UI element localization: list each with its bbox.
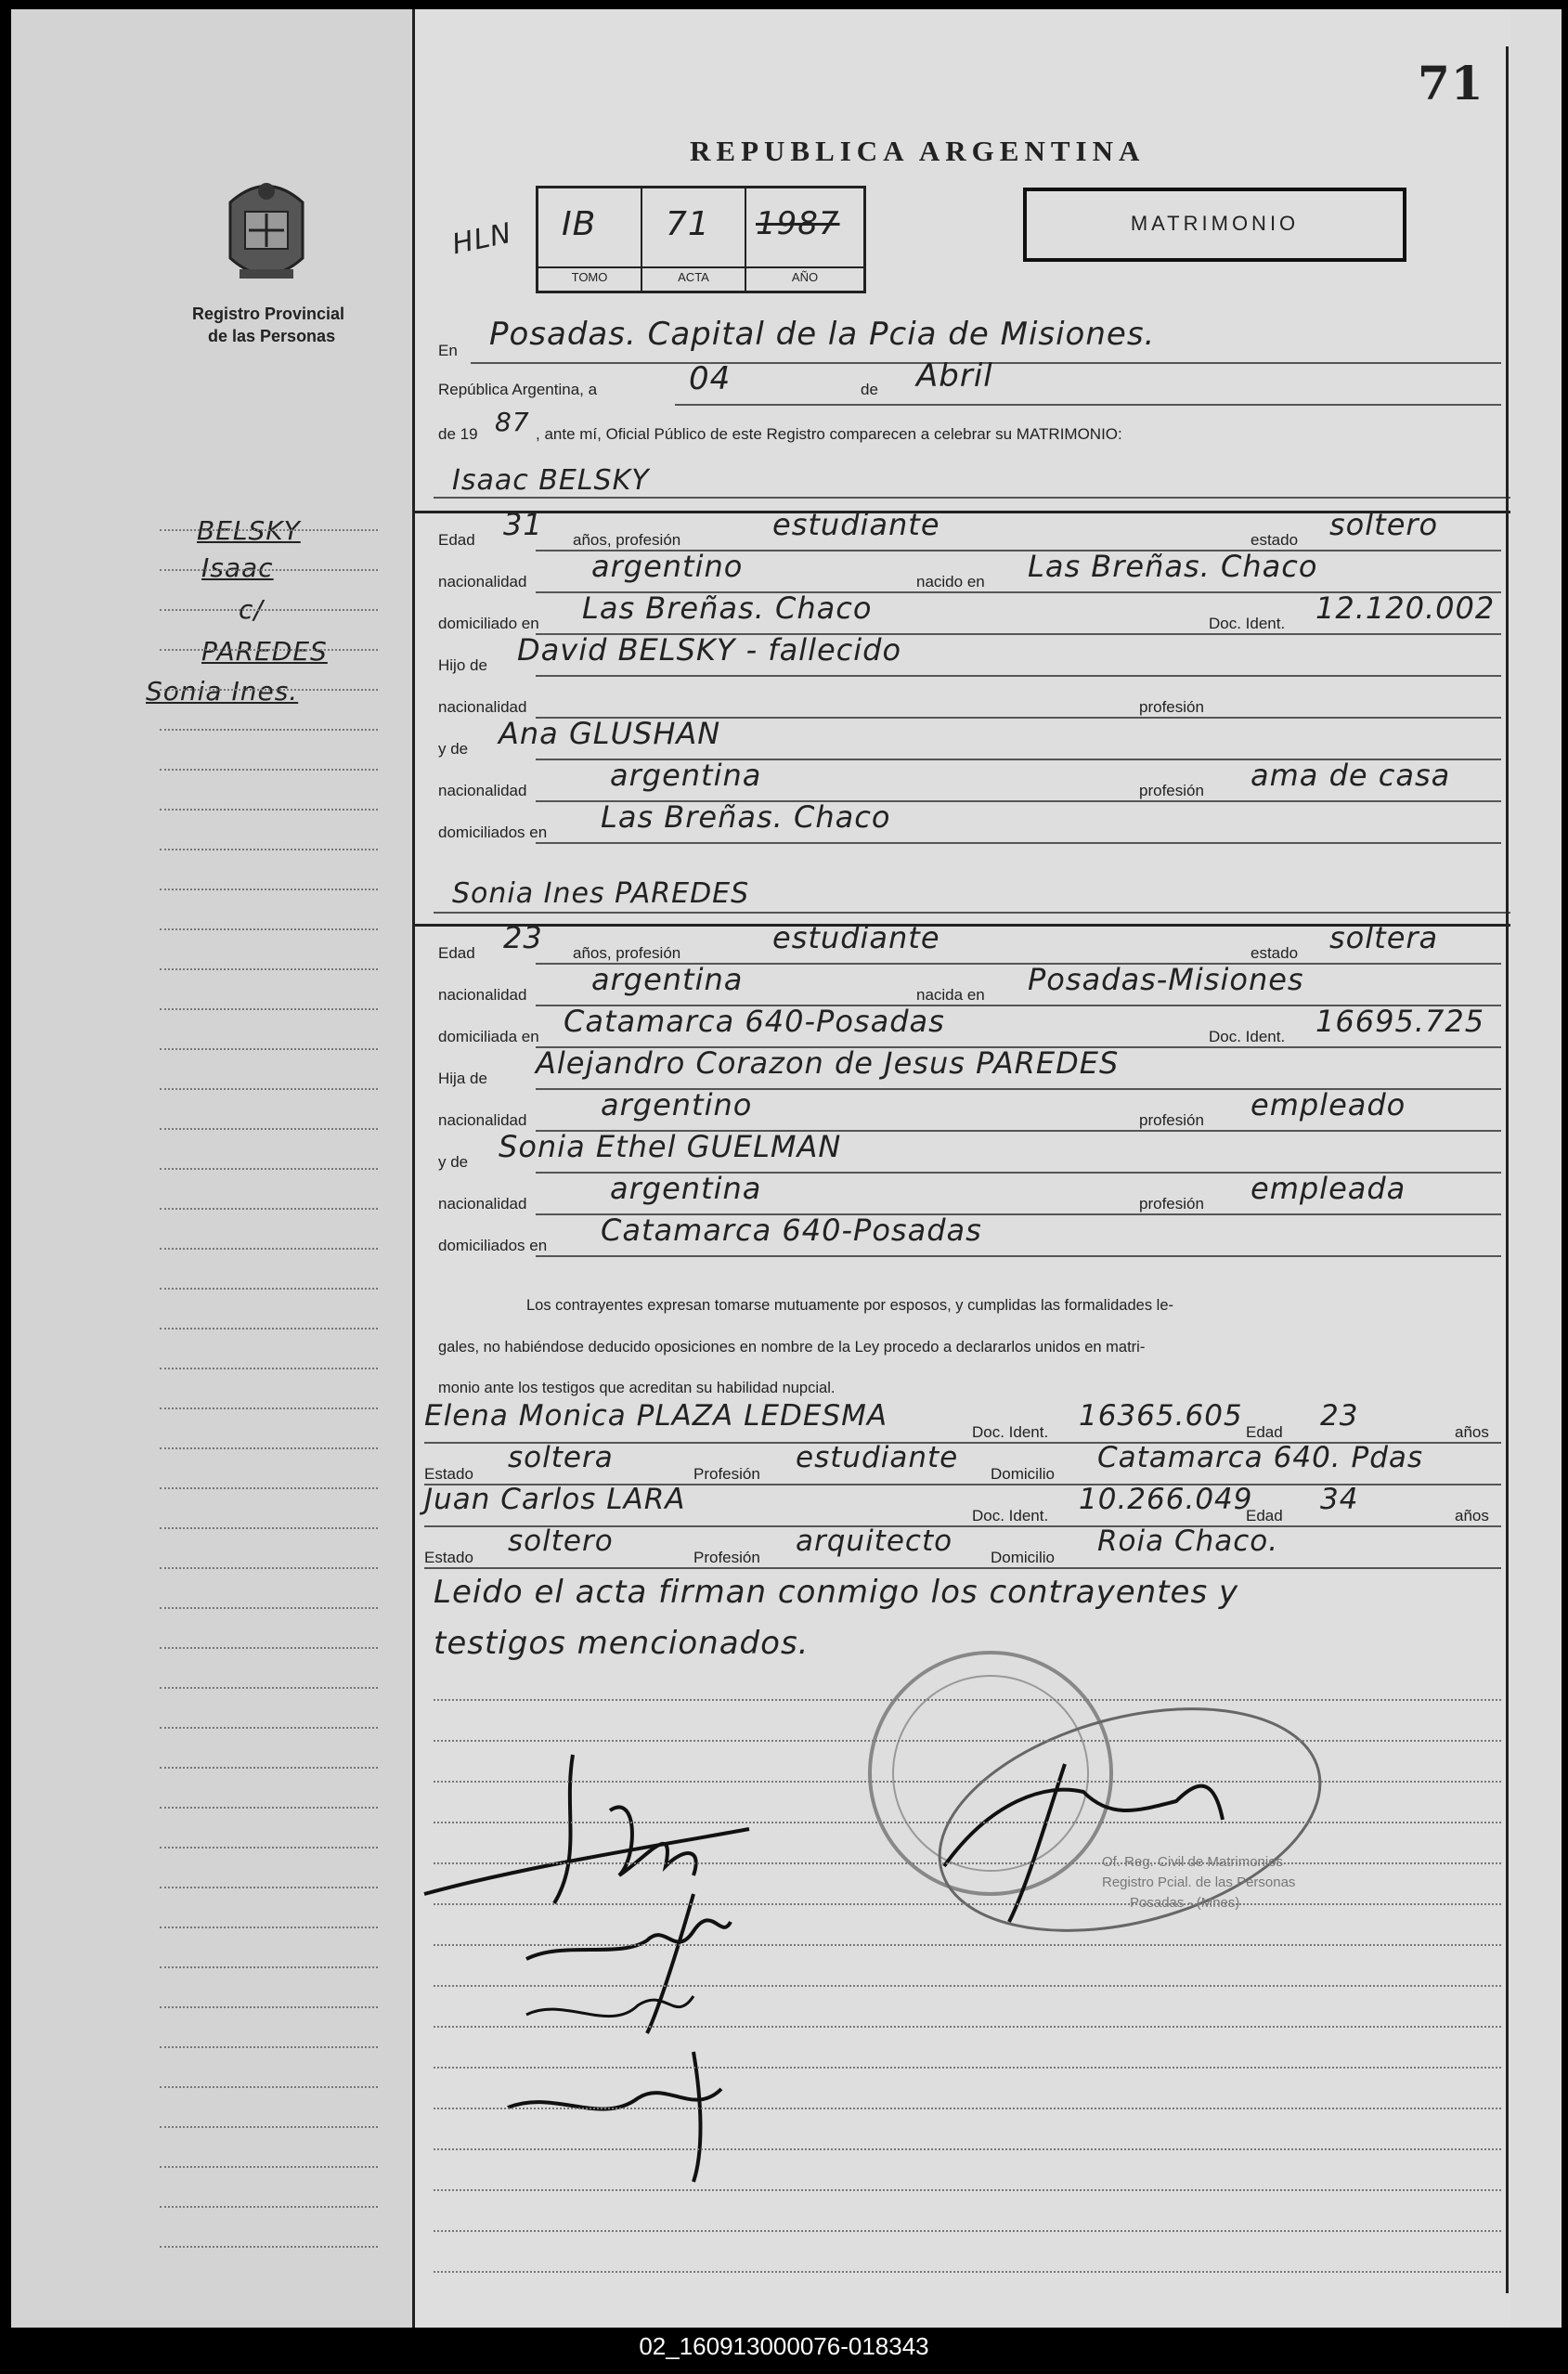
groom-nacido-label: nacido en bbox=[916, 573, 985, 590]
witness-1-domicilio: Catamarca 640. Pdas bbox=[1097, 1441, 1424, 1474]
bride-padre-prof: empleado bbox=[1251, 1087, 1406, 1122]
intro-sentence: , ante mí, Oficial Público de este Registro comparecen a celebrar su MATRIMONIO: bbox=[536, 425, 1122, 443]
margin-dotted-line bbox=[160, 609, 378, 611]
bride-yde-label: y de bbox=[438, 1153, 469, 1171]
country-title: REPUBLICA ARGENTINA bbox=[690, 135, 1146, 167]
stamp-line-1: Of. Reg. Civil de Matrimonios bbox=[1102, 1854, 1284, 1870]
bride-doc: 16695.725 bbox=[1315, 1004, 1485, 1039]
margin-dotted-line bbox=[160, 1248, 378, 1250]
margin-dotted-line bbox=[160, 928, 378, 930]
groom-profesion: estudiante bbox=[772, 507, 940, 542]
body-dotted-line bbox=[434, 1944, 1501, 1946]
groom-madre: Ana GLUSHAN bbox=[499, 716, 721, 751]
margin-note-name-2: Sonia Ines. bbox=[146, 676, 299, 707]
margin-dotted-line bbox=[160, 1048, 378, 1050]
groom-madre-prof-label: profesión bbox=[1139, 782, 1204, 799]
act-body bbox=[415, 9, 1510, 2328]
year-value: 87 bbox=[495, 407, 530, 437]
doc-type-label: MATRIMONIO bbox=[1130, 212, 1300, 235]
body-dotted-line bbox=[434, 1822, 1501, 1823]
witness-2-doc-label: Doc. Ident. bbox=[972, 1507, 1049, 1524]
witness-1-edad-label: Edad bbox=[1246, 1423, 1283, 1441]
groom-yde-label: y de bbox=[438, 740, 469, 758]
margin-dotted-line bbox=[160, 529, 378, 531]
republic-label: República Argentina, a bbox=[438, 381, 598, 398]
groom-madre-prof: ama de casa bbox=[1251, 758, 1451, 793]
witness-line bbox=[424, 1567, 1501, 1569]
registry-line-1: Registro Provincial bbox=[192, 305, 345, 323]
bride-domicilio: Catamarca 640-Posadas bbox=[564, 1004, 945, 1039]
groom-padres-dom-label: domiciliados en bbox=[438, 824, 548, 841]
ref-ano-label: AÑO bbox=[746, 266, 863, 284]
margin-dotted-line bbox=[160, 1328, 378, 1330]
margin-dotted-line bbox=[160, 1487, 378, 1489]
signature-officer bbox=[944, 1764, 1223, 1922]
witness-1-anos-label: años bbox=[1455, 1423, 1489, 1441]
ref-acta-label: ACTA bbox=[642, 266, 745, 284]
register-page bbox=[11, 9, 1562, 2328]
margin-dotted-line bbox=[160, 1567, 378, 1569]
page-number: 71 bbox=[1418, 56, 1484, 110]
margin-dotted-line bbox=[160, 689, 378, 691]
bride-edad: 23 bbox=[503, 920, 543, 955]
body-dotted-line bbox=[434, 1781, 1501, 1783]
witness-1-profesion: estudiante bbox=[796, 1441, 959, 1474]
ref-ano-value: 1987 bbox=[756, 205, 840, 242]
margin-note-surname-2: PAREDES bbox=[201, 636, 328, 667]
margin-dotted-line bbox=[160, 1527, 378, 1529]
footer-id: 02_160913000076-018343 bbox=[639, 2332, 929, 2360]
day-value: 04 bbox=[689, 360, 732, 397]
margin-dotted-line bbox=[160, 1208, 378, 1210]
groom-padre-nac-label: nacionalidad bbox=[438, 698, 527, 716]
witness-2-edad-label: Edad bbox=[1246, 1507, 1283, 1524]
stamp-line-2: Registro Pcial. de las Personas bbox=[1102, 1875, 1296, 1890]
bride-padre: Alejandro Corazon de Jesus PAREDES bbox=[536, 1045, 1120, 1081]
witness-1-edad: 23 bbox=[1320, 1399, 1359, 1433]
margin-dotted-line bbox=[160, 769, 378, 771]
groom-doc-label: Doc. Ident. bbox=[1209, 615, 1286, 632]
signature-groom bbox=[424, 1755, 749, 1903]
bride-madre-prof-label: profesión bbox=[1139, 1195, 1204, 1213]
bride-profesion: estudiante bbox=[772, 920, 940, 955]
groom-madre-nac: argentina bbox=[610, 758, 762, 793]
bride-madre-prof: empleada bbox=[1251, 1171, 1406, 1206]
witness-2-prof-label: Profesión bbox=[693, 1549, 760, 1566]
margin-dotted-line bbox=[160, 2246, 378, 2248]
groom-padre-prof-label: profesión bbox=[1139, 698, 1204, 716]
bride-name: Sonia Ines PAREDES bbox=[452, 877, 750, 910]
witness-1-estado: soltera bbox=[508, 1441, 614, 1474]
declaration-line-1: Los contrayentes expresan tomarse mutuamente por esposos, y cumplidas las formalidades le- bbox=[526, 1297, 1174, 1314]
bride-nac-label: nacionalidad bbox=[438, 986, 527, 1004]
ref-tomo bbox=[538, 188, 642, 291]
bride-doc-label: Doc. Ident. bbox=[1209, 1028, 1286, 1045]
declaration-line-3: monio ante los testigos que acreditan su habilidad nupcial. bbox=[438, 1380, 836, 1396]
body-dotted-line bbox=[434, 2026, 1501, 2028]
body-dotted-line bbox=[434, 1740, 1501, 1742]
margin-dotted-line bbox=[160, 889, 378, 890]
groom-nacido: Las Breñas. Chaco bbox=[1028, 549, 1318, 584]
right-border bbox=[1506, 46, 1509, 2293]
groom-padres-dom: Las Breñas. Chaco bbox=[601, 799, 891, 835]
margin-dotted-line bbox=[160, 1128, 378, 1130]
margin-dotted-line bbox=[160, 1368, 378, 1369]
bride-estado-label: estado bbox=[1251, 944, 1299, 962]
margin-dotted-line bbox=[160, 569, 378, 571]
ref-ano bbox=[746, 188, 863, 291]
margin-note-surname: BELSKY bbox=[197, 515, 301, 546]
witness-2-profesion: arquitecto bbox=[796, 1524, 953, 1558]
margin-dotted-line bbox=[160, 1088, 378, 1090]
bride-row-line bbox=[536, 1255, 1501, 1257]
bride-padre-nac: argentino bbox=[601, 1087, 753, 1122]
bride-madre-nac: argentina bbox=[610, 1171, 762, 1206]
reference-box bbox=[536, 186, 866, 293]
groom-nacionalidad: argentino bbox=[591, 549, 744, 584]
groom-padre: David BELSKY - fallecido bbox=[517, 632, 902, 668]
en-label: En bbox=[438, 342, 458, 359]
body-dotted-line bbox=[434, 2271, 1501, 2273]
body-dotted-line bbox=[434, 1985, 1501, 1987]
witness-line bbox=[424, 1442, 1501, 1444]
bride-estado: soltera bbox=[1329, 920, 1439, 955]
groom-row-line bbox=[536, 675, 1501, 677]
bride-nacida: Posadas-Misiones bbox=[1028, 962, 1304, 997]
signature-witness-1 bbox=[526, 1996, 693, 2017]
groom-edad: 31 bbox=[503, 507, 543, 542]
bride-prof-label: años, profesión bbox=[573, 944, 681, 962]
month-value: Abril bbox=[916, 357, 993, 395]
margin-dotted-line bbox=[160, 1008, 378, 1010]
body-dotted-line bbox=[434, 2148, 1501, 2150]
bride-padres-dom: Catamarca 640-Posadas bbox=[601, 1213, 982, 1248]
bride-madre: Sonia Ethel GUELMAN bbox=[499, 1129, 842, 1164]
groom-madre-nac-label: nacionalidad bbox=[438, 782, 527, 799]
ref-tomo-label: TOMO bbox=[538, 266, 641, 284]
body-dotted-line bbox=[434, 2067, 1501, 2069]
bride-madre-nac-label: nacionalidad bbox=[438, 1195, 527, 1213]
bride-hija-label: Hija de bbox=[438, 1070, 487, 1087]
witness-2-edad: 34 bbox=[1320, 1483, 1359, 1516]
groom-estado: soltero bbox=[1329, 507, 1439, 542]
witness-2-estado-label: Estado bbox=[424, 1549, 473, 1566]
body-dotted-line bbox=[434, 1699, 1501, 1701]
ref-acta-value: 71 bbox=[666, 205, 710, 243]
groom-prof-label: años, profesión bbox=[573, 531, 681, 549]
de-label: de bbox=[861, 381, 878, 398]
margin-dotted-line bbox=[160, 849, 378, 850]
body-dotted-line bbox=[434, 1862, 1501, 1864]
groom-estado-label: estado bbox=[1251, 531, 1299, 549]
margin-dotted-line bbox=[160, 809, 378, 811]
groom-dom-label: domiciliado en bbox=[438, 615, 539, 632]
margin-dotted-line bbox=[160, 1288, 378, 1290]
coat-of-arms-icon bbox=[221, 165, 312, 295]
signature-witness-2 bbox=[508, 2052, 721, 2182]
margin-dotted-line bbox=[160, 968, 378, 970]
margin-dotted-line bbox=[160, 1607, 378, 1609]
witness-1-name: Elena Monica PLAZA LEDESMA bbox=[424, 1399, 888, 1433]
groom-nac-label: nacionalidad bbox=[438, 573, 527, 590]
groom-hijo-label: Hijo de bbox=[438, 656, 487, 674]
groom-domicilio: Las Breñas. Chaco bbox=[582, 590, 873, 626]
groom-edad-label: Edad bbox=[438, 531, 475, 549]
witness-1-doc-label: Doc. Ident. bbox=[972, 1423, 1049, 1441]
body-dotted-line bbox=[434, 2108, 1501, 2109]
bride-padre-prof-label: profesión bbox=[1139, 1111, 1204, 1129]
bride-nacida-label: nacida en bbox=[916, 986, 985, 1004]
body-dotted-line bbox=[434, 2230, 1501, 2232]
groom-name: Isaac BELSKY bbox=[452, 464, 650, 497]
margin-note-name: Isaac bbox=[201, 552, 274, 583]
bride-edad-label: Edad bbox=[438, 944, 475, 962]
margin-dotted-line bbox=[160, 729, 378, 731]
ref-prefix: HLN bbox=[449, 216, 515, 262]
witness-line bbox=[424, 1525, 1501, 1527]
registry-line-2: de las Personas bbox=[208, 327, 336, 345]
groom-row-line bbox=[536, 842, 1501, 844]
witness-2-domicilio: Roia Chaco. bbox=[1097, 1524, 1279, 1558]
witness-2-anos-label: años bbox=[1455, 1507, 1489, 1524]
margin-dotted-line bbox=[160, 1647, 378, 1649]
margin-dotted-line bbox=[160, 1408, 378, 1409]
doc-type-box bbox=[1023, 188, 1406, 262]
closing-line-1: Leido el acta firman conmigo los contrayentes y bbox=[434, 1574, 1239, 1611]
body-dotted-line bbox=[434, 1903, 1501, 1905]
witness-2-doc: 10.266.049 bbox=[1079, 1483, 1253, 1516]
place-value: Posadas. Capital de la Pcia de Misiones. bbox=[489, 316, 1156, 353]
groom-doc: 12.120.002 bbox=[1315, 590, 1496, 626]
margin-dotted-line bbox=[160, 1168, 378, 1170]
ref-tomo-value: IB bbox=[562, 205, 597, 243]
bride-padre-nac-label: nacionalidad bbox=[438, 1111, 527, 1129]
year-prefix: de 19 bbox=[438, 425, 478, 443]
witness-1-dom-label: Domicilio bbox=[991, 1465, 1055, 1483]
margin-note-conjunction: c/ bbox=[239, 594, 264, 625]
bride-padres-dom-label: domiciliados en bbox=[438, 1237, 548, 1254]
bride-dom-label: domiciliada en bbox=[438, 1028, 539, 1045]
witness-2-estado: soltero bbox=[508, 1524, 614, 1558]
witness-1-estado-label: Estado bbox=[424, 1465, 473, 1483]
stamp-line-3: Posadas - (Mnes) bbox=[1130, 1895, 1240, 1911]
body-dotted-line bbox=[434, 2189, 1501, 2191]
margin-dotted-line bbox=[160, 649, 378, 651]
witness-1-prof-label: Profesión bbox=[693, 1465, 760, 1483]
signatures bbox=[341, 1680, 1362, 2238]
ref-acta bbox=[642, 188, 746, 291]
witness-2-dom-label: Domicilio bbox=[991, 1549, 1055, 1566]
witness-2-name: Juan Carlos LARA bbox=[424, 1483, 686, 1516]
bride-nacionalidad: argentina bbox=[591, 962, 744, 997]
declaration-line-2: gales, no habiéndose deducido oposiciones en nombre de la Ley procedo a declararlos unidos en matri- bbox=[438, 1339, 1146, 1356]
closing-line-2: testigos mencionados. bbox=[434, 1625, 810, 1662]
witness-1-doc: 16365.605 bbox=[1079, 1399, 1243, 1433]
margin-dotted-line bbox=[160, 1447, 378, 1449]
